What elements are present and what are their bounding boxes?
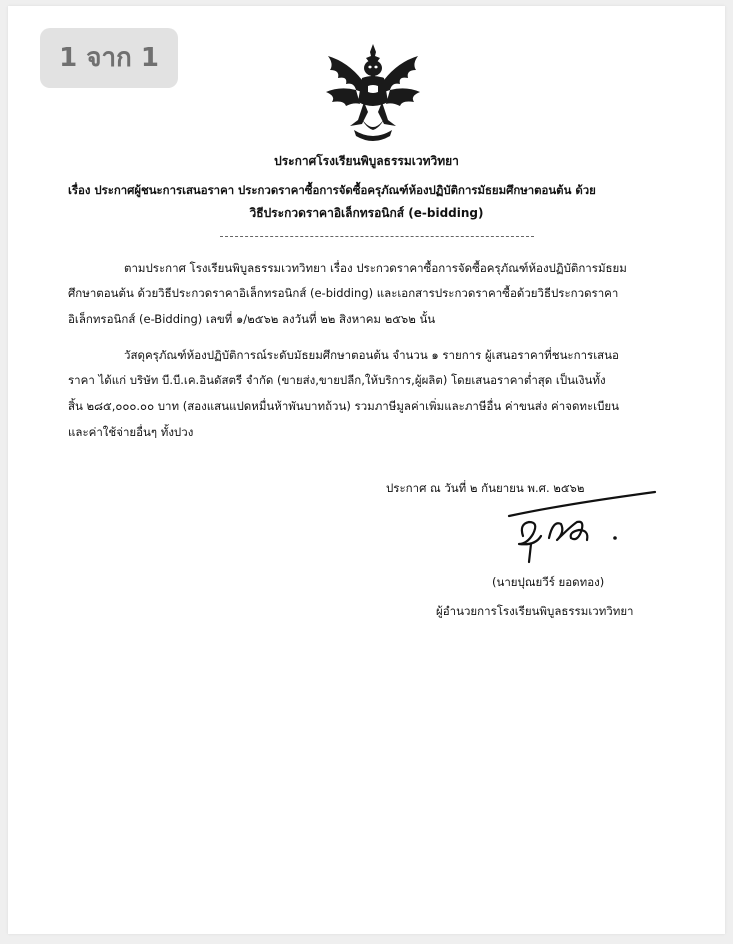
signer-title: ผู้อำนวยการโรงเรียนพิบูลธรรมเวทวิทยา [436, 604, 634, 618]
header-divider [220, 236, 534, 237]
subject-line-1: เรื่อง ประกาศผู้ชนะการเสนอราคา ประกวดราคาซื้อการจัดซื้อครุภัณฑ์ห้องปฏิบัติการมัธยมศึกษาตอนต้น ด้วย [68, 183, 596, 197]
paragraph-2-line-2: ราคา ได้แก่ บริษัท บี.บี.เค.อินดัสตรี จำกัด (ขายส่ง,ขายปลีก,ให้บริการ,ผู้ผลิต) โดยเสนอราคาต่ำสุด เป็นเงินทั้ง [68, 373, 606, 387]
page-indicator: 1 จาก 1 [40, 28, 178, 88]
paragraph-2-line-4: และค่าใช้จ่ายอื่นๆ ทั้งปวง [68, 425, 194, 439]
paragraph-2-line-1: วัสดุครุภัณฑ์ห้องปฏิบัติการณ์ระดับมัธยมศึกษาตอนต้น จำนวน ๑ รายการ ผู้เสนอราคาที่ชนะการเสนอ [124, 348, 619, 362]
issuer-heading: ประกาศโรงเรียนพิบูลธรรมเวทวิทยา [274, 154, 459, 168]
handwritten-signature [505, 486, 660, 566]
announcement-date: ประกาศ ณ วันที่ ๒ กันยายน พ.ศ. ๒๕๖๒ [386, 481, 585, 495]
paragraph-1-line-2: ศึกษาตอนต้น ด้วยวิธีประกวดราคาอิเล็กทรอนิกส์ (e-bidding) และเอกสารประกวดราคาซื้อด้วยวิธีประกวดราคา [68, 286, 619, 300]
subject-line-2: วิธีประกวดราคาอิเล็กทรอนิกส์ (e-bidding) [249, 206, 484, 220]
paragraph-1-line-1: ตามประกาศ โรงเรียนพิบูลธรรมเวทวิทยา เรื่อง ประกวดราคาซื้อการจัดซื้อครุภัณฑ์ห้องปฏิบัติการมัธยม [124, 261, 627, 275]
paragraph-1-line-3: อิเล็กทรอนิกส์ (e-Bidding) เลขที่ ๑/๒๕๖๒ ลงวันที่ ๒๒ สิงหาคม ๒๕๖๒ นั้น [68, 312, 436, 326]
paragraph-2-line-3: สิ้น ๒๘๕,๐๐๐.๐๐ บาท (สองแสนแปดหมื่นห้าพันบาทถ้วน) รวมภาษีมูลค่าเพิ่มและภาษีอื่น ค่าขนส่ง ค่าจดทะเบียน [68, 399, 620, 413]
garuda-emblem-icon [318, 42, 428, 146]
signer-name: (นายปุณยวีร์ ยอดทอง) [492, 575, 605, 589]
